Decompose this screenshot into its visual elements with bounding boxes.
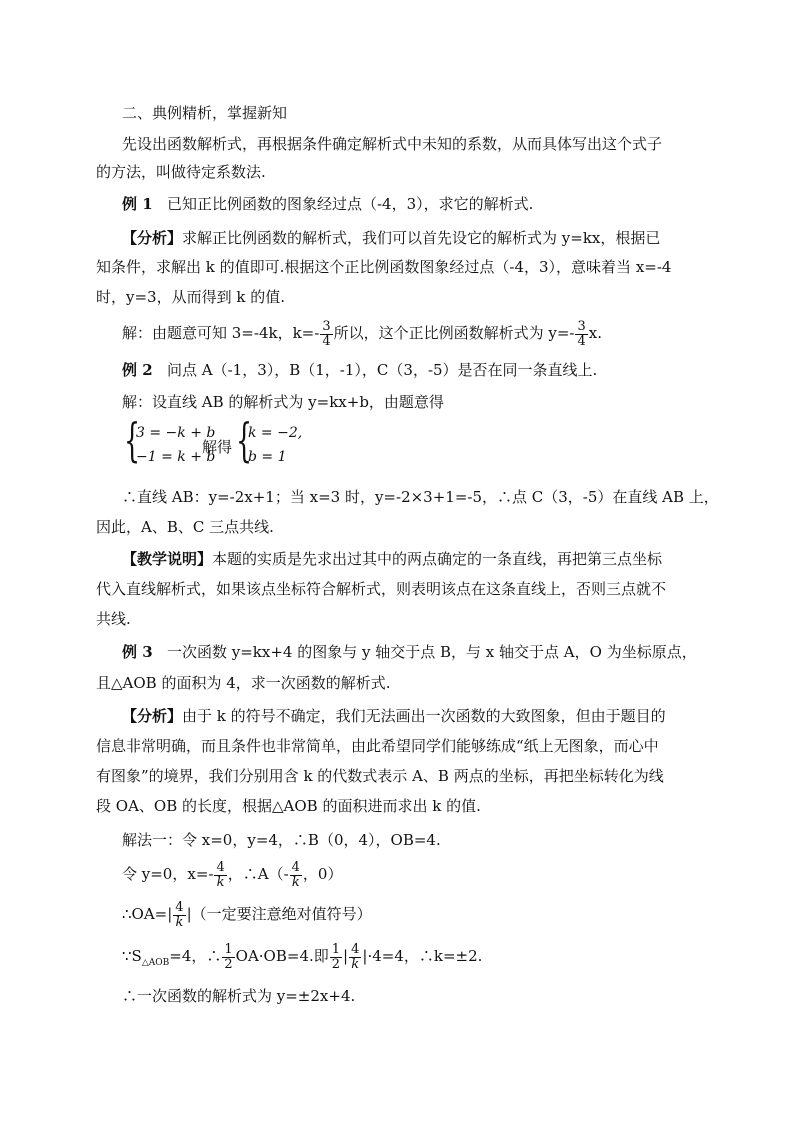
solution-step-1: 解法一：令 x=0，y=4，∴B（0，4），OB=4. xyxy=(122,831,441,849)
example-1-solution: 解：由题意可知 3=-4k，k=- $\frac{3}{4}$ 所以，这个正比例函数解析式为 y=- $\frac{3}{4}$ x. xyxy=(122,318,602,349)
system-1-row-2: −1 = k + b xyxy=(136,449,216,465)
example-2 xyxy=(122,360,597,380)
example-3-analysis-line-4: 段 OA、OB 的长度，根据△AOB 的面积进而求出 k 的值. xyxy=(96,797,481,815)
example-3-text-line-2: 且△AOB 的面积为 4，求一次函数的解析式. xyxy=(96,674,391,692)
solve-word: 解得 xyxy=(202,438,233,456)
teaching-note-line-3: 共线. xyxy=(96,610,131,628)
teaching-note-line-2: 代入直线解析式，如果该点坐标符合解析式，则表明该点在这条直线上，否则三点就不 xyxy=(96,580,667,598)
solution-step-4: $\because S_{\triangle AOB}=4$，∴ $\frac{1}{2}$ OA·OB=4.即 $\frac{1}{2}$ | $\frac{4}{k}$ |·4=4，∴k=±2. xyxy=(122,941,483,972)
fraction-4-k: $\frac{4}{k}$ xyxy=(351,941,360,972)
example-1-label: 例 1 xyxy=(122,195,153,213)
system-1-row-1: 3 = −k + b xyxy=(136,425,216,441)
system-2-row-1: k = −2, xyxy=(248,425,303,441)
analysis-label: 【分析】 xyxy=(122,707,183,725)
solution-step-2: 令 y=0，x=- $\frac{4}{k}$ ，∴A（- $\frac{4}{k}$ ，0） xyxy=(122,859,343,890)
analysis-label: 【分析】 xyxy=(122,229,183,247)
system-2-row-2: b = 1 xyxy=(248,449,287,465)
solution-step-5: ∴一次函数的解析式为 y=±2x+4. xyxy=(122,987,356,1005)
fraction-3-4: $\frac{3}{4}$ xyxy=(577,318,586,349)
example-2-conclusion-1: ∴直线 AB：y=-2x+1；当 x=3 时，y=-2×3+1=-5，∴点 C（3，-5）在直线 AB 上， xyxy=(122,488,719,506)
example-3-label: 例 3 xyxy=(122,643,153,661)
fraction-1-2: $\frac{1}{2}$ xyxy=(331,941,341,972)
intro-line-2: 的方法，叫做待定系数法. xyxy=(96,163,266,181)
example-2-text: 问点 A（-1，3），B（1，-1），C（3，-5）是否在同一条直线上. xyxy=(166,361,598,379)
solution-step-3: ∴OA=| $\frac{4}{k}$ |（一定要注意绝对值符号） xyxy=(122,899,372,930)
example-3-analysis-line-3: 有图象”的境界，我们分别用含 k 的代数式表示 A、B 两点的坐标，再把坐标转化为线 xyxy=(96,767,664,785)
example-3-analysis-line-1: 【分析】由于 k 的符号不确定，我们无法画出一次函数的大致图象，但由于题目的 xyxy=(122,707,666,725)
example-2-solution: 解：设直线 AB 的解析式为 y=kx+b，由题意得 xyxy=(122,393,444,411)
example-3-analysis-line-2: 信息非常明确，而且条件也非常简单，由此希望同学们能够练成“纸上无图象，而心中 xyxy=(96,737,659,755)
example-2-conclusion-2: 因此，A、B、C 三点共线. xyxy=(96,518,274,536)
example-3 xyxy=(122,642,697,662)
fraction-4-k: $\frac{4}{k}$ xyxy=(175,899,184,930)
example-1-analysis-line-3: 时，y=3，从而得到 k 的值. xyxy=(96,288,285,306)
example-1 xyxy=(122,194,533,214)
teaching-note-line-1: 【教学说明】本题的实质是先求出过其中的两点确定的一条直线，再把第三点坐标 xyxy=(122,550,663,568)
left-brace: { xyxy=(236,413,253,467)
left-brace: { xyxy=(124,413,141,467)
section-heading: 二、典例精析，掌握新知 xyxy=(122,104,288,122)
example-2-label: 例 2 xyxy=(122,361,153,379)
fraction-4-k: $\frac{4}{k}$ xyxy=(216,859,225,890)
intro-line-1: 先设出函数解析式，再根据条件确定解析式中未知的系数，从而具体写出这个式子 xyxy=(122,135,663,153)
fraction-3-4: $\frac{3}{4}$ xyxy=(322,318,331,349)
example-1-analysis-line-1: 【分析】求解正比例函数的解析式，我们可以首先设它的解析式为 y=kx，根据已 xyxy=(122,229,661,247)
fraction-4-k: $\frac{4}{k}$ xyxy=(291,859,300,890)
fraction-1-2: $\frac{1}{2}$ xyxy=(224,941,233,972)
example-3-text: 一次函数 y=kx+4 的图象与 y 轴交于点 B，与 x 轴交于点 A，O 为坐标原点， xyxy=(166,643,697,661)
example-1-text: 已知正比例函数的图象经过点（-4，3），求它的解析式. xyxy=(166,195,534,213)
example-1-analysis-line-2: 知条件，求解出 k 的值即可.根据这个正比例函数图象经过点（-4，3），意味着当 x=-4 xyxy=(96,258,672,276)
teaching-note-label: 【教学说明】 xyxy=(122,550,213,568)
